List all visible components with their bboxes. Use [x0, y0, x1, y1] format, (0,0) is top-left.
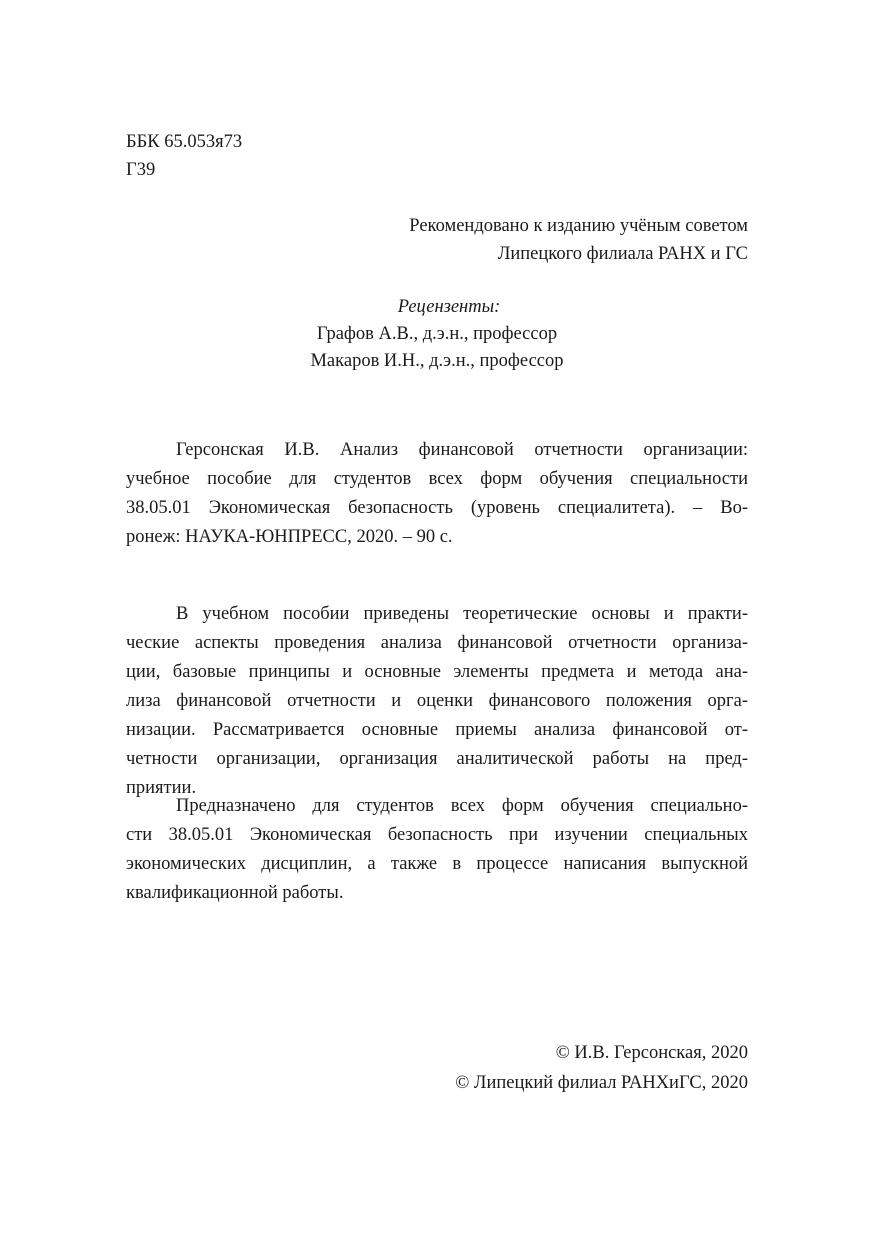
abstract-paragraph-1: [126, 600, 748, 803]
copyright-institution: © Липецкий филиал РАНХиГС, 2020: [455, 1073, 748, 1093]
abstract-line: ции, базовые принципы и основные элементы предмета и метода ана-: [126, 662, 748, 682]
abstract-line: лиза финансовой отчетности и оценки финансового положения орга-: [126, 691, 748, 711]
abstract-line: Предназначено для студентов всех форм обучения специально-: [176, 796, 748, 816]
recommendation-line-2: Липецкого филиала РАНХ и ГС: [497, 244, 748, 264]
citation-line: ронеж: НАУКА-ЮНПРЕСС, 2020. – 90 с.: [126, 527, 453, 547]
abstract-line: четности организации, организация аналитической работы на пред-: [126, 749, 748, 769]
bibliographic-citation: [126, 436, 748, 552]
author-sign: Г39: [126, 160, 156, 180]
copyright-author: © И.В. Герсонская, 2020: [555, 1043, 748, 1063]
abstract-line: экономических дисциплин, а также в процессе написания выпускной: [126, 854, 748, 874]
citation-line: учебное пособие для студентов всех форм обучения специальности: [126, 469, 748, 489]
reviewers-block: [126, 294, 748, 375]
bbk-classification: [126, 128, 242, 184]
abstract-paragraph-2: [126, 792, 748, 908]
copyright-block: [455, 1038, 748, 1098]
recommendation-line-1: Рекомендовано к изданию учёным советом: [409, 216, 748, 236]
bbk-code: ББК 65.053я73: [126, 132, 243, 152]
reviewer-2: Макаров И.Н., д.э.н., профессор: [310, 351, 564, 371]
abstract-line: квалификационной работы.: [126, 883, 344, 903]
citation-line: 38.05.01 Экономическая безопасность (уровень специалитета). – Во-: [126, 498, 748, 518]
abstract-line: ческие аспекты проведения анализа финансовой отчетности организа-: [126, 633, 748, 653]
publication-recommendation: [409, 212, 748, 268]
citation-line: Герсонская И.В. Анализ финансовой отчетности организации:: [176, 440, 748, 460]
reviewer-1: Графов А.В., д.э.н., профессор: [316, 324, 558, 344]
reviewers-title: Рецензенты:: [397, 297, 501, 317]
abstract-line: низации. Рассматривается основные приемы анализа финансовой от-: [126, 720, 748, 740]
abstract-line: В учебном пособии приведены теоретические основы и практи-: [176, 604, 748, 624]
abstract-line: сти 38.05.01 Экономическая безопасность при изучении специальных: [126, 825, 748, 845]
abstract-line: приятии.: [126, 778, 197, 798]
